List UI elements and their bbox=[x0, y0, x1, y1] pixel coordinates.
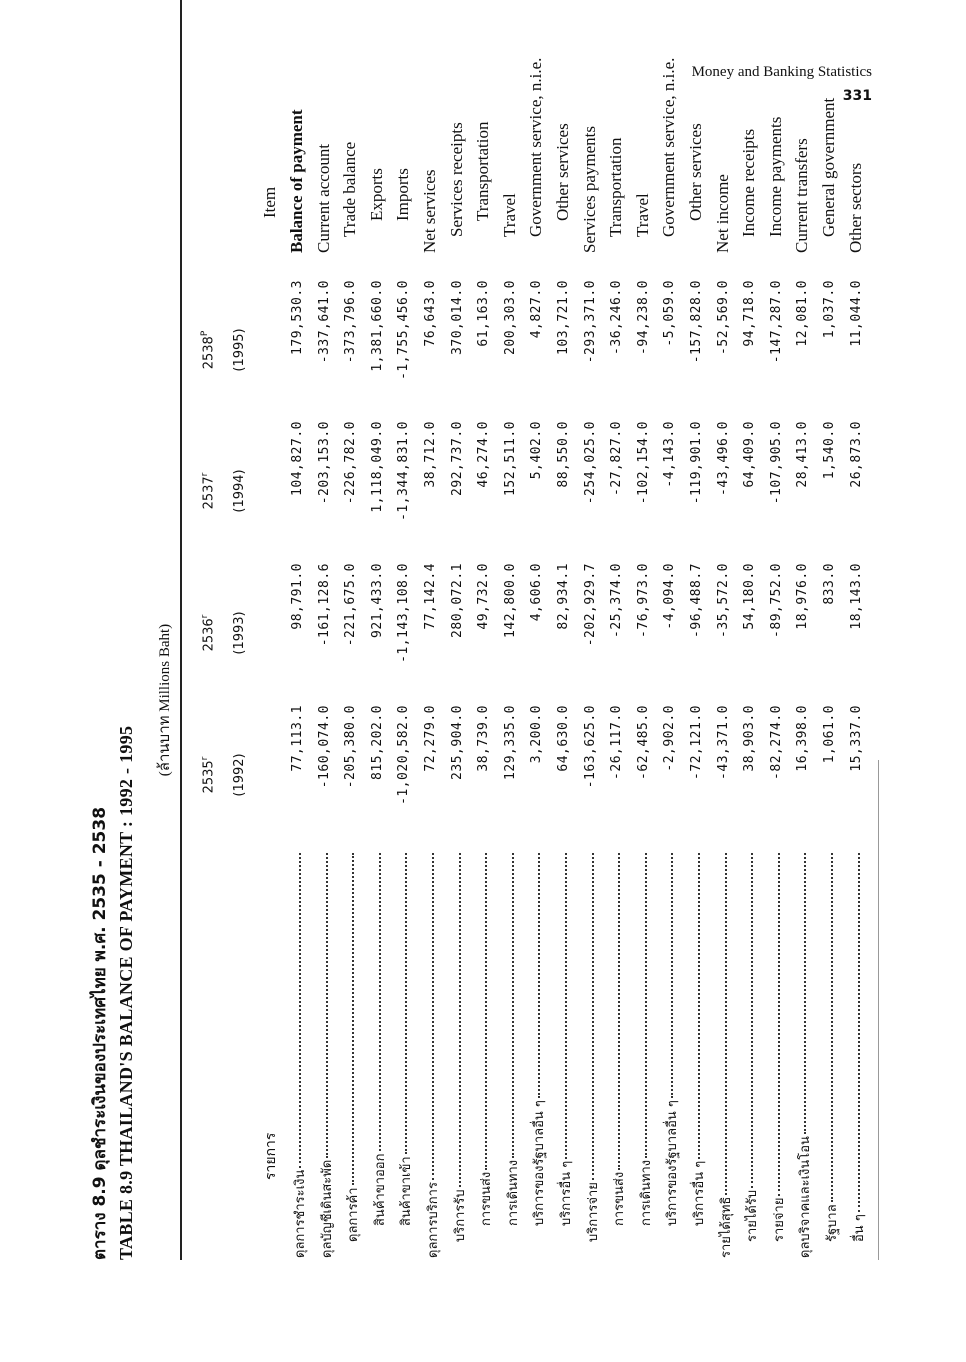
dot-leader bbox=[831, 853, 833, 1202]
value-cell: -2,902.0 bbox=[662, 705, 678, 772]
dot-leader bbox=[565, 853, 567, 1159]
table-row bbox=[657, 50, 685, 1350]
row-label-english: Other services bbox=[686, 123, 705, 221]
value-cell: -52,569.0 bbox=[715, 280, 731, 355]
year-header-th bbox=[200, 421, 216, 561]
table-row bbox=[338, 50, 366, 1350]
row-label-thai: การเดินทาง bbox=[505, 1159, 521, 1226]
row-label-english: General government bbox=[819, 97, 838, 237]
value-cell: -254,025.0 bbox=[582, 421, 598, 505]
dot-leader bbox=[592, 853, 594, 1180]
value-cell: 38,739.0 bbox=[476, 705, 492, 772]
value-cell: 64,630.0 bbox=[556, 705, 571, 772]
year-header-th-text: 2537 bbox=[201, 476, 217, 510]
year-header-th-text: 2536 bbox=[201, 618, 217, 652]
table-row bbox=[844, 50, 872, 1350]
row-label-english: Other services bbox=[553, 123, 572, 221]
row-label-thai: สินค้าขาเข้า bbox=[399, 1156, 415, 1226]
row-label-english: Services payments bbox=[579, 126, 599, 253]
table-row bbox=[764, 50, 792, 1350]
table-row bbox=[391, 50, 419, 1350]
value-cell: -337,641.0 bbox=[316, 280, 332, 364]
year-header-th-text: 2538 bbox=[201, 336, 217, 370]
value-cell: 142,800.0 bbox=[502, 563, 518, 638]
value-cell: 3,200.0 bbox=[529, 705, 545, 764]
row-label-english: Travel bbox=[499, 193, 519, 237]
row-label-thai: บริการรับ bbox=[452, 1189, 468, 1242]
value-cell: 46,274.0 bbox=[476, 421, 492, 488]
table-row bbox=[471, 50, 499, 1350]
value-cell: 1,118,049.0 bbox=[369, 421, 385, 513]
table-row bbox=[498, 50, 526, 1350]
row-label-thai: อื่น ๆ bbox=[851, 1214, 867, 1242]
value-cell: -36,246.0 bbox=[609, 280, 625, 355]
value-cell: 1,061.0 bbox=[822, 705, 837, 764]
dot-leader bbox=[618, 853, 620, 1170]
value-cell: 5,402.0 bbox=[529, 421, 545, 480]
dot-leader bbox=[751, 853, 753, 1188]
row-label-english: Current transfers bbox=[792, 138, 812, 253]
row-label-thai: ดุลการบริการ bbox=[426, 1182, 441, 1258]
header-rule-right bbox=[180, 0, 182, 760]
value-cell: -1,755,456.0 bbox=[396, 280, 412, 380]
table-title-thai: ตาราง 8.9 ดุลชำระเงินของประเทศไทย พ.ศ. 2535 - 2538 bbox=[90, 806, 110, 1260]
row-label-english: Income receipts bbox=[739, 128, 759, 237]
row-label-english: Balance of payment bbox=[287, 109, 306, 253]
value-cell: -293,371.0 bbox=[582, 280, 598, 364]
table-row bbox=[312, 50, 340, 1350]
table-row bbox=[365, 50, 393, 1350]
dot-leader bbox=[379, 853, 381, 1151]
row-label-english: Travel bbox=[632, 193, 652, 237]
value-cell: -161,128.6 bbox=[316, 563, 332, 647]
row-label-english: Government service, n.i.e. bbox=[526, 57, 546, 237]
row-label-thai: รายได้สุทธิ bbox=[718, 1196, 734, 1258]
row-label-thai: บริการอื่น ๆ bbox=[559, 1160, 574, 1226]
value-cell: 18,976.0 bbox=[795, 563, 811, 630]
row-label-english: Income payments bbox=[765, 116, 785, 237]
bottom-rule bbox=[878, 760, 879, 1260]
value-cell: 370,014.0 bbox=[449, 280, 465, 355]
table-row bbox=[418, 50, 446, 1350]
header-rule-left bbox=[180, 760, 182, 1260]
value-cell: -72,121.0 bbox=[689, 705, 704, 780]
value-cell: 72,279.0 bbox=[423, 705, 438, 772]
value-cell: 103,721.0 bbox=[556, 280, 571, 355]
value-cell: -119,901.0 bbox=[689, 421, 704, 505]
value-cell: 1,540.0 bbox=[822, 421, 837, 480]
value-cell: -102,154.0 bbox=[635, 421, 651, 505]
value-cell: 26,873.0 bbox=[848, 421, 864, 488]
value-cell: -89,752.0 bbox=[768, 563, 784, 638]
dot-leader bbox=[645, 853, 647, 1158]
value-cell: -205,380.0 bbox=[343, 705, 359, 789]
value-cell: -147,287.0 bbox=[768, 280, 784, 364]
value-cell: 54,180.0 bbox=[742, 563, 758, 630]
value-cell: -35,572.0 bbox=[715, 563, 731, 638]
row-label-english: Transportation bbox=[606, 137, 626, 237]
row-label-thai: บริการจ่าย bbox=[585, 1182, 601, 1242]
row-label-thai: บริการของรัฐบาลอื่น ๆ bbox=[665, 1100, 681, 1226]
row-label-thai: ดุลบริจาคและเงินโอน bbox=[798, 1136, 814, 1258]
value-cell: 1,037.0 bbox=[822, 280, 837, 339]
value-cell: 82,934.1 bbox=[556, 563, 571, 630]
value-cell: 28,413.0 bbox=[795, 421, 811, 488]
value-cell: -221,675.0 bbox=[343, 563, 359, 647]
unit-label: (ล้านบาท Millions Baht) bbox=[157, 623, 173, 777]
row-label-thai: การขนส่ง bbox=[612, 1171, 628, 1226]
dot-leader bbox=[299, 853, 301, 1168]
dot-leader bbox=[698, 853, 700, 1159]
dot-leader bbox=[485, 853, 487, 1170]
running-header-title: Money and Banking Statistics bbox=[691, 64, 872, 80]
table-title-english: TABLE 8.9 THAILAND'S BALANCE OF PAYMENT : 1992 - 1995 bbox=[116, 725, 136, 1260]
value-cell: -157,828.0 bbox=[689, 280, 704, 364]
table-row bbox=[737, 50, 765, 1350]
value-cell: 38,903.0 bbox=[742, 705, 758, 772]
value-cell: 64,409.0 bbox=[742, 421, 758, 488]
dot-leader bbox=[858, 853, 860, 1212]
value-cell: -4,143.0 bbox=[662, 421, 678, 488]
dot-leader bbox=[405, 853, 407, 1154]
dot-leader bbox=[326, 853, 328, 1158]
dot-leader bbox=[778, 853, 780, 1196]
row-label-thai: การเดินทาง bbox=[638, 1159, 654, 1226]
row-label-english: Government service, n.i.e. bbox=[659, 57, 679, 237]
row-label-thai: ดุลการชำระเงิน bbox=[293, 1169, 308, 1258]
value-cell: -1,344,831.0 bbox=[396, 421, 412, 521]
year-header-ad: (1993) bbox=[232, 611, 247, 655]
row-label-english: Net services bbox=[420, 169, 439, 253]
row-label-english: Exports bbox=[366, 168, 386, 221]
dot-leader bbox=[459, 853, 461, 1187]
row-label-thai: รายได้รับ bbox=[745, 1189, 761, 1242]
value-cell: 179,530.3 bbox=[290, 280, 305, 355]
value-cell: 38,712.0 bbox=[423, 421, 438, 488]
value-cell: -160,074.0 bbox=[316, 705, 332, 789]
table-row bbox=[631, 50, 659, 1350]
value-cell: -226,782.0 bbox=[343, 421, 359, 505]
year-header-ad: (1994) bbox=[232, 469, 247, 513]
row-label-english: Other sectors bbox=[845, 162, 865, 253]
year-header-th bbox=[200, 563, 216, 703]
value-cell: 15,337.0 bbox=[848, 705, 864, 772]
row-label-thai: ดุลการค้า bbox=[346, 1187, 362, 1242]
row-label-thai: ดุลบัญชีเดินสะพัด bbox=[319, 1159, 335, 1258]
value-cell: -26,117.0 bbox=[609, 705, 625, 780]
row-label-english: Transportation bbox=[473, 121, 493, 221]
dot-leader bbox=[352, 853, 354, 1185]
revision-mark: r bbox=[200, 472, 210, 477]
year-header-th bbox=[200, 280, 216, 420]
value-cell: -1,020,582.0 bbox=[396, 705, 412, 805]
value-cell: -163,625.0 bbox=[582, 705, 598, 789]
row-label-thai: สินค้าขาออก bbox=[372, 1153, 388, 1226]
value-cell: -82,274.0 bbox=[768, 705, 784, 780]
value-cell: -25,374.0 bbox=[609, 563, 625, 638]
value-cell: 61,163.0 bbox=[476, 280, 492, 347]
table-row bbox=[684, 50, 712, 1350]
value-cell: -76,973.0 bbox=[635, 563, 651, 638]
value-cell: 104,827.0 bbox=[290, 421, 305, 496]
dot-leader bbox=[725, 853, 727, 1195]
value-cell: 921,433.0 bbox=[369, 563, 385, 638]
value-cell: 235,904.0 bbox=[449, 705, 465, 780]
dot-leader bbox=[538, 853, 540, 1098]
value-cell: 200,303.0 bbox=[502, 280, 518, 355]
table-row bbox=[817, 50, 845, 1350]
page-number: 331 bbox=[842, 88, 872, 104]
table-row bbox=[445, 50, 473, 1350]
dot-leader bbox=[804, 853, 806, 1134]
value-cell: -1,143,108.0 bbox=[396, 563, 412, 663]
value-cell: -94,238.0 bbox=[635, 280, 651, 355]
row-label-thai: รัฐบาล bbox=[825, 1204, 840, 1242]
dot-leader bbox=[671, 853, 673, 1098]
table-row bbox=[790, 50, 818, 1350]
table-row bbox=[578, 50, 606, 1350]
value-cell: 77,142.4 bbox=[423, 563, 438, 630]
value-cell: 18,143.0 bbox=[848, 563, 864, 630]
table-row bbox=[604, 50, 632, 1350]
value-cell: -62,485.0 bbox=[635, 705, 651, 780]
table-row bbox=[711, 50, 739, 1350]
column-header-thai: รายการ bbox=[263, 1132, 279, 1180]
revision-mark: r bbox=[200, 756, 210, 761]
value-cell: -202,929.7 bbox=[582, 563, 598, 647]
year-header-ad: (1995) bbox=[232, 328, 247, 372]
value-cell: 4,827.0 bbox=[529, 280, 545, 339]
value-cell: -107,905.0 bbox=[768, 421, 784, 505]
value-cell: 152,511.0 bbox=[502, 421, 518, 496]
year-header-th bbox=[200, 705, 216, 845]
value-cell: 98,791.0 bbox=[290, 563, 305, 630]
value-cell: -43,371.0 bbox=[715, 705, 731, 780]
value-cell: -96,488.7 bbox=[689, 563, 704, 638]
value-cell: 12,081.0 bbox=[795, 280, 811, 347]
row-label-thai: บริการของรัฐบาลอื่น ๆ bbox=[532, 1100, 548, 1226]
value-cell: 49,732.0 bbox=[476, 563, 492, 630]
row-label-thai: รายจ่าย bbox=[771, 1197, 787, 1242]
row-label-english: Services receipts bbox=[446, 122, 466, 237]
value-cell: -43,496.0 bbox=[715, 421, 731, 496]
row-label-thai: การขนส่ง bbox=[479, 1171, 495, 1226]
value-cell: -373,796.0 bbox=[343, 280, 359, 364]
value-cell: 4,606.0 bbox=[529, 563, 545, 622]
value-cell: 77,113.1 bbox=[290, 705, 305, 772]
value-cell: -27,827.0 bbox=[609, 421, 625, 496]
row-label-english: Trade balance bbox=[340, 141, 360, 237]
value-cell: 129,335.0 bbox=[502, 705, 518, 780]
table-row bbox=[524, 50, 552, 1350]
row-label-english: Imports bbox=[393, 168, 413, 221]
revision-mark: P bbox=[200, 330, 210, 337]
year-header-ad: (1992) bbox=[232, 753, 247, 797]
revision-mark: r bbox=[200, 614, 210, 619]
value-cell: 1,381,660.0 bbox=[369, 280, 385, 372]
value-cell: 292,737.0 bbox=[449, 421, 465, 496]
column-header-item: Item bbox=[260, 186, 279, 218]
value-cell: -203,153.0 bbox=[316, 421, 332, 505]
value-cell: 815,202.0 bbox=[369, 705, 385, 780]
table-row bbox=[551, 50, 579, 1350]
year-header-th-text: 2535 bbox=[201, 760, 217, 794]
row-label-english: Current account bbox=[313, 143, 333, 253]
value-cell: 833.0 bbox=[822, 563, 837, 605]
value-cell: 16,398.0 bbox=[795, 705, 811, 772]
value-cell: 280,072.1 bbox=[449, 563, 465, 638]
value-cell: 94,718.0 bbox=[742, 280, 758, 347]
dot-leader bbox=[432, 853, 434, 1180]
dot-leader bbox=[512, 853, 514, 1158]
table-row bbox=[285, 50, 313, 1350]
value-cell: 88,550.0 bbox=[556, 421, 571, 488]
value-cell: -4,094.0 bbox=[662, 563, 678, 630]
value-cell: -5,059.0 bbox=[662, 280, 678, 347]
rotated-table bbox=[80, 50, 880, 1350]
row-label-thai: บริการอื่น ๆ bbox=[692, 1160, 707, 1226]
row-label-english: Net income bbox=[712, 174, 732, 253]
value-cell: 11,044.0 bbox=[848, 280, 864, 347]
value-cell: 76,643.0 bbox=[423, 280, 438, 347]
